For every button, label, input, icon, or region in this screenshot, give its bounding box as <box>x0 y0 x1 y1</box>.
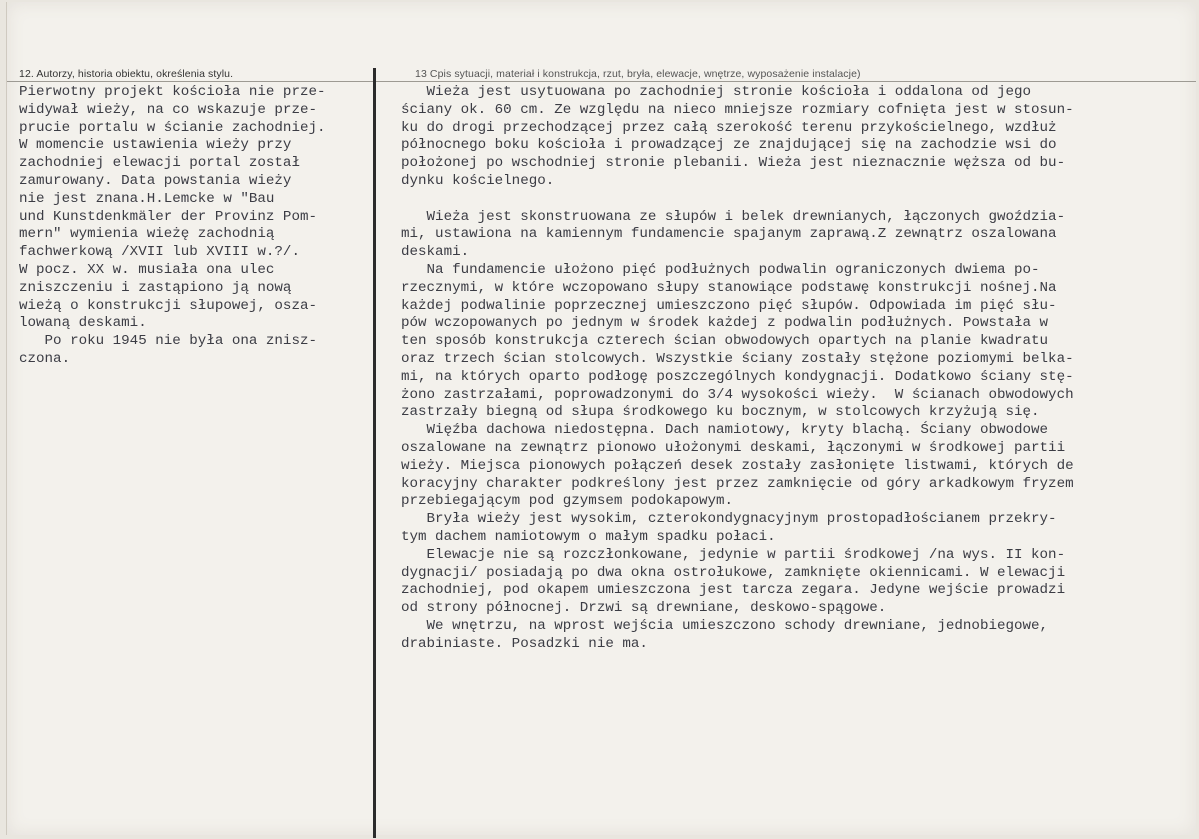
text-line: północnego boku kościoła i prowadzącej ze znajdującej się na zachodzie wsi do <box>401 137 1057 154</box>
text-line: prucie portalu w ścianie zachodniej. <box>19 119 326 136</box>
text-line: zamurowany. Data powstania wieży <box>19 172 292 189</box>
text-line: fachwerkową /XVII lub XVIII w.?/. <box>19 244 300 261</box>
text-line: Pierwotny projekt kościoła nie prze- <box>19 84 326 100</box>
text-line: wieżą o konstrukcji słupowej, osza- <box>19 297 317 314</box>
header-rule <box>7 81 1196 82</box>
text-line: ściany ok. 60 cm. Ze względu na nieco mniejsze rozmiary cofnięta jest w stosun- <box>401 101 1074 118</box>
text-line <box>401 191 1199 209</box>
text-line: mi, ustawiona na kamiennym fundamencie spajanym zaprawą.Z zewnątrz oszalowana <box>401 226 1057 243</box>
right-column-heading: 13 Cpis sytuacji, materiał i konstrukcja, rzut, bryła, elewacje, wnętrze, wyposażenie instalacje) <box>415 68 861 80</box>
text-line: zachodniej elewacji portal został <box>19 155 300 172</box>
text-line: deskami. <box>401 244 470 261</box>
text-line: Elewacje nie są rozczłonkowane, jedynie w partii środkowej /na wys. II kon- <box>401 546 1066 563</box>
text-line: Więźba dachowa niedostępna. Dach namiotowy, kryty blachą. Ściany obwodowe <box>401 422 1049 439</box>
text-line: żono zastrzałami, poprowadzonymi do 3/4 wysokości wieży. W ścianach obwodowych <box>401 386 1074 403</box>
text-line: Bryła wieży jest wysokim, czterokondygnacyjnym prostopadłościanem przekry- <box>401 511 1057 528</box>
text-line: ten sposób konstrukcja czterech ścian obwodowych opartych na planie kwadratu <box>401 333 1049 350</box>
text-line: nie jest znana.H.Lemcke w "Bau <box>19 190 275 207</box>
text-line: od strony północnej. Drzwi są drewniane, deskowo-spągowe. <box>401 600 887 617</box>
text-line: tym dachem namiotowym o małym spadku połaci. <box>401 528 776 545</box>
text-line: przebiegającym pod gzymsem podokapowym. <box>401 493 734 510</box>
text-line: lowaną deskami. <box>19 315 147 332</box>
text-line: oszalowane na zewnątrz pionowo ułożonymi deskami, łączonymi w środkowej partii <box>401 439 1066 456</box>
document-page <box>6 2 1196 835</box>
text-line: koracyjny charakter podkreślony jest przez zamknięcie od góry arkadkowym fryzem <box>401 475 1074 492</box>
text-line: W momencie ustawienia wieży przy <box>19 137 292 154</box>
text-line: Wieża jest usytuowana po zachodniej stronie kościoła i oddalona od jego <box>401 84 1032 100</box>
text-line: W pocz. XX w. musiała ona ulec <box>19 261 275 278</box>
text-line: drabiniaste. Posadzki nie ma. <box>401 635 648 652</box>
text-line: czona. <box>19 350 71 367</box>
text-line: położonej po wschodniej stronie plebanii. Wieża jest nieznacznie węższa od bu- <box>401 155 1066 172</box>
text-line: zachodniej, pod okapem umieszczona jest tarcza zegara. Jedyne wejście prowadzi <box>401 582 1066 599</box>
text-line: mern" wymienia wieżę zachodnią <box>19 226 275 243</box>
text-line: mi, na których oparto podłogę poszczególnych kondygnacji. Dodatkowo ściany stę- <box>401 368 1074 385</box>
text-line: ku do drogi przechodzącej przez całą szerokość terenu przykościelnego, wzdłuż <box>401 119 1057 136</box>
history-text-column <box>19 84 383 369</box>
text-line: oraz trzech ścian stolcowych. Wszystkie ściany zostały stężone poziomymi belka- <box>401 350 1074 367</box>
text-line: widywał wieży, na co wskazuje prze- <box>19 101 317 118</box>
text-line: rzecznymi, w które wczopowano słupy stanowiące podstawę konstrukcji nośnej.Na <box>401 279 1057 296</box>
left-column-heading: 12. Autorzy, historia obiektu, określenia stylu. <box>19 68 234 80</box>
text-line: pów wczopowanych po jednym w środek każdej z podwalin podłużnych. Powstała w <box>401 315 1049 332</box>
description-text-column <box>401 84 1199 654</box>
text-line: We wnętrzu, na wprost wejścia umieszczono schody drewniane, jednobiegowe, <box>401 617 1049 634</box>
text-line: dynku kościelnego. <box>401 172 555 189</box>
text-line: dygnacji/ posiadają po dwa okna ostrołukowe, zamknięte okiennicami. W elewacji <box>401 564 1066 581</box>
text-line: Na fundamencie ułożono pięć podłużnych podwalin ograniczonych dwiema po- <box>401 261 1040 278</box>
text-line: Wieża jest skonstruowana ze słupów i belek drewnianych, łączonych gwoździa- <box>401 208 1066 225</box>
text-line: und Kunstdenkmäler der Provinz Pom- <box>19 208 317 225</box>
text-line: każdej podwalinie poprzecznej umieszczono pięć słupów. Odpowiada im pięć słu- <box>401 297 1057 314</box>
text-line: wieży. Miejsca pionowych połączeń desek zostały zasłonięte listwami, których de <box>401 457 1074 474</box>
text-line: Po roku 1945 nie była ona znisz- <box>19 333 317 350</box>
text-line: zastrzały biegną od słupa środkowego ku bocznym, w stolcowych krzyżują się. <box>401 404 1040 421</box>
text-line: zniszczeniu i zastąpiono ją nową <box>19 279 292 296</box>
